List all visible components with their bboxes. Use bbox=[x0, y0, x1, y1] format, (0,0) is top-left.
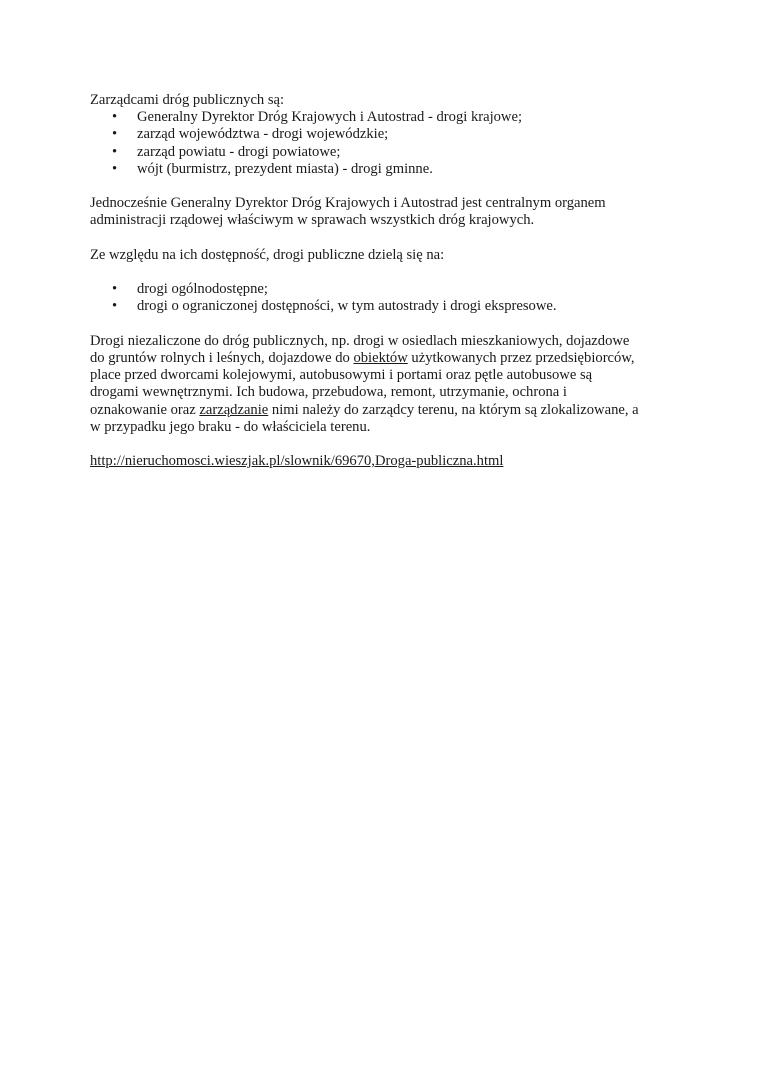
spacer bbox=[90, 436, 680, 453]
paragraph-line: place przed dworcami kolejowymi, autobusowymi i portami oraz pętle autobusowe są bbox=[90, 367, 593, 384]
paragraph-line-part: użytkowanych przez przedsiębiorców, bbox=[407, 349, 635, 366]
spacer bbox=[90, 316, 680, 333]
list-item: • drogi ogólnodostępne; bbox=[90, 281, 680, 298]
paragraph-line-part: oznakowanie oraz bbox=[90, 401, 200, 418]
paragraph-gddkia bbox=[90, 195, 680, 229]
paragraph-line: w przypadku jego braku - do właściciela terenu. bbox=[90, 418, 371, 435]
link-zarzadzanie[interactable]: zarządzanie bbox=[199, 401, 269, 418]
source-paragraph bbox=[90, 453, 680, 470]
accessibility-list bbox=[90, 281, 680, 315]
section3-heading: Ze względu na ich dostępność, drogi publiczne dzielą się na: bbox=[90, 246, 445, 263]
paragraph-line-part: do gruntów rolnych i leśnych, dojazdowe do bbox=[90, 349, 354, 366]
paragraph-line: drogami wewnętrznymi. Ich budowa, przebudowa, remont, utrzymanie, ochrona i bbox=[90, 384, 567, 401]
paragraph-line: Drogi niezaliczone do dróg publicznych, np. drogi w osiedlach mieszkaniowych, dojazdowe bbox=[90, 332, 630, 349]
source-link[interactable]: http://nieruchomosci.wieszjak.pl/slownik/69670,Droga-publiczna.html bbox=[90, 453, 504, 470]
list-item: • zarząd województwa - drogi wojewódzkie; bbox=[90, 126, 680, 143]
document-page bbox=[90, 92, 680, 470]
section1-heading: Zarządcami dróg publicznych są: bbox=[90, 92, 285, 108]
list-item: • Generalny Dyrektor Dróg Krajowych i Autostrad - drogi krajowe; bbox=[90, 109, 680, 126]
spacer bbox=[90, 264, 680, 281]
list-item: • drogi o ograniczonej dostępności, w tym autostrady i drogi ekspresowe. bbox=[90, 298, 680, 315]
list-item: • wójt (burmistrz, prezydent miasta) - drogi gminne. bbox=[90, 161, 680, 178]
spacer bbox=[90, 178, 680, 195]
paragraph-line-part: nimi należy do zarządcy terenu, na którym są zlokalizowane, a bbox=[268, 401, 639, 418]
paragraph-line: Jednocześnie Generalny Dyrektor Dróg Krajowych i Autostrad jest centralnym organem bbox=[90, 195, 606, 212]
road-managers-list bbox=[90, 109, 680, 178]
paragraph-line: administracji rządowej właściwym w sprawach wszystkich dróg krajowych. bbox=[90, 212, 535, 229]
link-obiektow[interactable]: obiektów bbox=[353, 349, 408, 366]
paragraph-internal-roads bbox=[90, 333, 680, 436]
list-item: • zarząd powiatu - drogi powiatowe; bbox=[90, 144, 680, 161]
spacer bbox=[90, 230, 680, 247]
